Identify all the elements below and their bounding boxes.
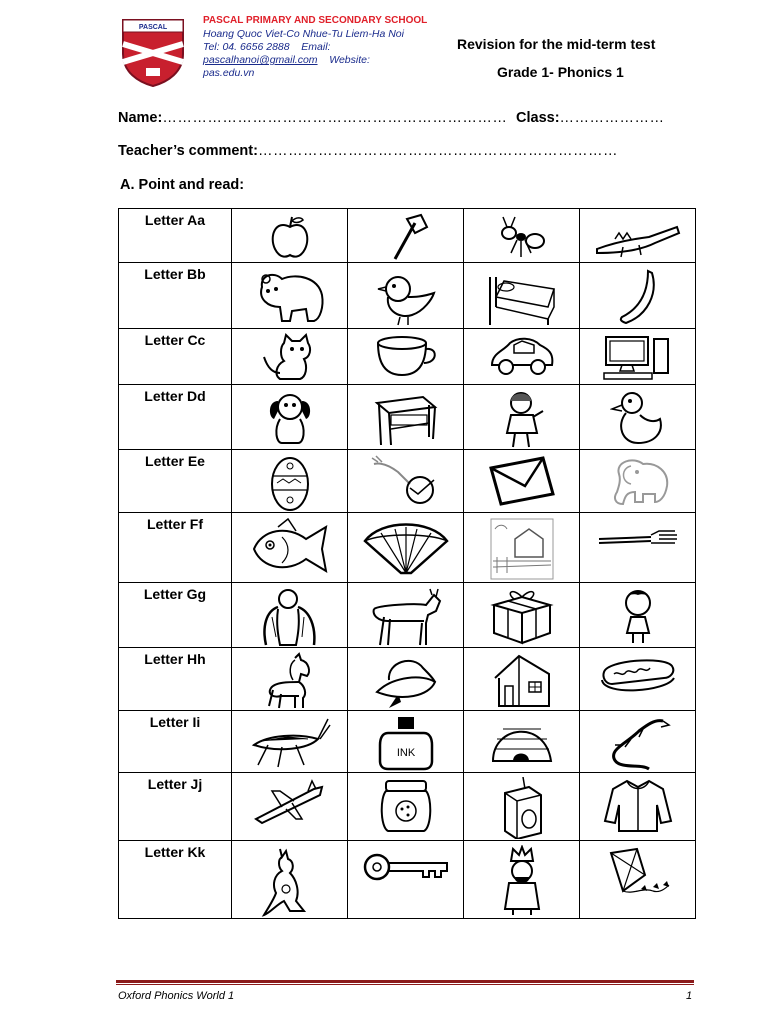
row-label: Letter Ff [119,513,232,583]
phonics-table [118,208,696,919]
egg-icon [265,454,315,512]
class-dots: ………………… [559,110,665,126]
teacher-comment-label: Teacher’s comment: [118,143,258,159]
row-label: Letter Ii [119,711,232,773]
computer-icon [600,333,676,381]
table-row [119,583,696,648]
row-label: Letter Ee [119,450,232,513]
kangaroo-icon [260,845,320,917]
table-row [119,450,696,513]
class-field[interactable] [516,110,665,126]
table-row [119,385,696,450]
name-dots: …………………………………………………………… [162,110,508,126]
juice-icon [497,777,547,839]
row-label: Letter Kk [119,841,232,919]
jet-icon [252,777,328,827]
kite-icon [603,845,673,905]
farm-icon [489,517,555,581]
gorilla-icon [258,587,322,647]
row-label: Letter Cc [119,329,232,385]
key-icon [361,845,451,891]
school-website: pas.edu.vn [203,67,255,79]
king-icon [497,845,547,917]
fish-icon [248,517,332,579]
hotdog-icon [598,652,678,702]
horse-icon [259,652,321,710]
goat-icon [366,587,446,647]
fork-icon [595,517,681,557]
jam-icon [378,777,434,835]
insect-icon [248,715,332,769]
ink-label: INK [396,747,415,759]
doll-icon [497,389,547,449]
apple-icon [265,213,315,261]
footer-book-title: Oxford Phonics World 1 [118,990,235,1002]
fan-icon [361,517,451,577]
table-row [119,773,696,841]
bird-icon [376,267,436,327]
website-label: Website: [329,54,370,66]
igloo-icon [489,715,555,765]
desk-icon [373,389,439,447]
email-label: Email: [301,41,331,53]
girl-icon [613,587,663,647]
table-row [119,841,696,919]
footer-divider-thin [116,984,694,985]
table-row [119,513,696,583]
teacher-comment-field[interactable] [118,143,618,159]
name-field[interactable] [118,110,507,126]
table-row [119,263,696,329]
axe-icon [381,213,431,261]
class-label: Class: [516,110,560,126]
school-contact [203,28,404,80]
table-row [119,711,696,773]
bear-icon [252,267,328,327]
bed-icon [484,267,560,327]
gift-icon [488,587,556,647]
logo-text: PASCAL [138,24,168,31]
banana-icon [608,267,668,327]
row-label: Letter Jj [119,773,232,841]
cup-icon [372,333,440,379]
teacher-comment-dots: ……………………………………………………………… [257,143,618,159]
house-icon [491,652,553,710]
table-row [119,648,696,711]
row-label: Letter Aa [119,209,232,263]
test-title: Revision for the mid-term test [457,36,656,52]
name-label: Name: [118,110,163,126]
hat-icon [373,652,439,710]
elbow-icon [368,454,444,508]
table-row [119,209,696,263]
row-label: Letter Gg [119,583,232,648]
school-email-line [203,54,404,67]
section-title: A. Point and read: [120,177,245,193]
ink-icon [376,715,436,771]
row-label: Letter Dd [119,385,232,450]
iguana-icon [603,715,673,771]
school-tel-line [203,41,404,54]
school-tel: Tel: 04. 6656 2888 [203,41,290,53]
school-address: Hoang Quoc Viet-Co Nhue-Tu Liem-Ha Noi [203,28,404,40]
envelope-icon [487,454,557,508]
row-label: Letter Bb [119,263,232,329]
elephant-icon [603,454,673,508]
ant-icon [497,213,547,261]
school-logo [118,16,188,88]
dog-icon [262,389,318,447]
school-name: PASCAL PRIMARY AND SECONDARY SCHOOL [203,15,428,26]
alligator-icon [593,213,683,261]
jacket-icon [603,777,673,833]
row-label: Letter Hh [119,648,232,711]
car-icon [488,333,556,379]
cat-icon [260,333,320,383]
page-number: 1 [686,990,693,1002]
school-email-link[interactable]: pascalhanoi@gmail.com [203,54,318,66]
footer-divider [116,980,694,983]
duck-icon [610,389,666,447]
test-subtitle: Grade 1- Phonics 1 [497,64,624,80]
table-row [119,329,696,385]
